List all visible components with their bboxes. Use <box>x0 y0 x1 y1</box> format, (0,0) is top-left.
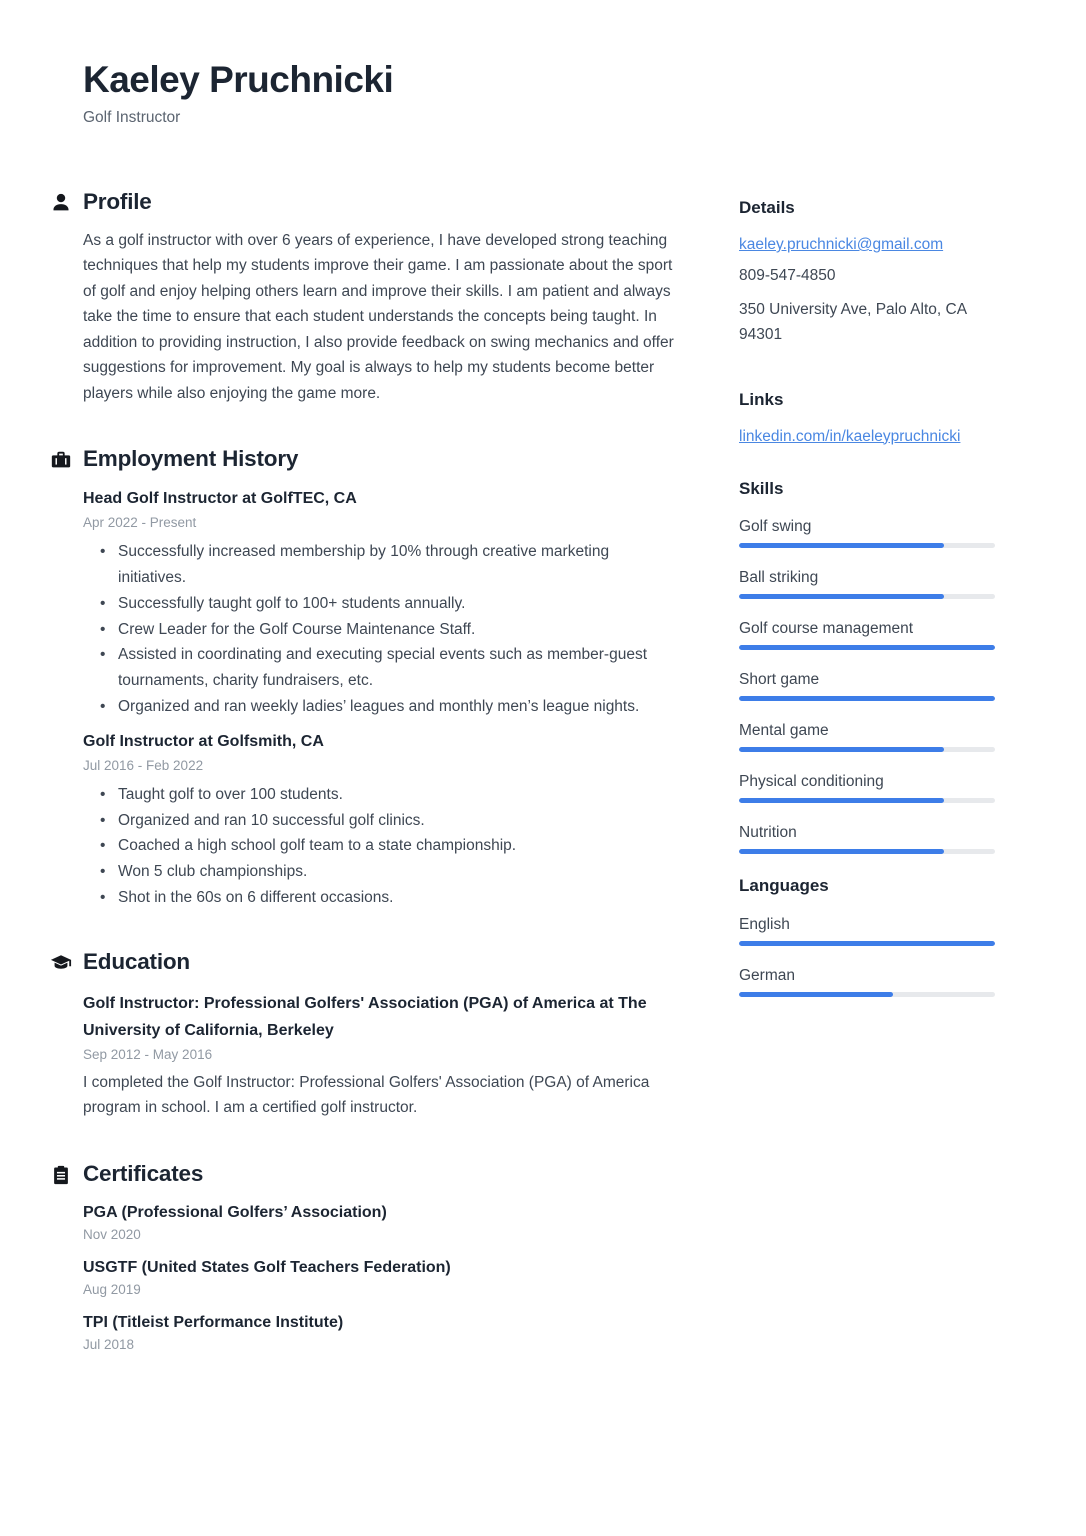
skill-name: Golf course management <box>739 619 914 637</box>
briefcase-icon <box>50 449 72 471</box>
certificate-dates: Nov 2020 <box>83 1226 141 1242</box>
skill-name: Golf swing <box>739 517 812 535</box>
bullet-item: • Taught golf to over 100 students. <box>83 782 676 808</box>
skill-item <box>739 667 995 701</box>
clipboard-icon <box>50 1164 72 1186</box>
skill-bar-fill <box>739 645 995 650</box>
skill-item <box>739 514 995 548</box>
bullet-item: • Organized and ran weekly ladies’ leagues and monthly men’s league nights. <box>83 694 676 720</box>
skill-bar <box>739 849 995 854</box>
certificate-title: USGTF (United States Golf Teachers Federation) <box>83 1258 451 1276</box>
certificate-dates: Jul 2018 <box>83 1336 135 1352</box>
candidate-job-title: Golf Instructor <box>83 108 181 126</box>
job-bullet-list <box>83 539 676 720</box>
education-dates: Sep 2012 - May 2016 <box>83 1046 213 1062</box>
skill-item <box>739 718 995 752</box>
skill-bar <box>739 645 995 650</box>
skill-bar <box>739 798 995 803</box>
language-bar-fill <box>739 992 893 997</box>
skill-item <box>739 769 995 803</box>
language-item <box>739 912 995 946</box>
bullet-item: • Organized and ran 10 successful golf clinics. <box>83 808 676 834</box>
bullet-item: • Won 5 club championships. <box>83 859 676 885</box>
details-heading: Details <box>739 198 795 217</box>
bullet-item: • Successfully increased membership by 10% through creative marketing initiatives. <box>83 539 676 591</box>
certificate-dates: Aug 2019 <box>83 1281 141 1297</box>
links-group <box>739 390 995 449</box>
skill-bar <box>739 696 995 701</box>
sidebar <box>739 58 995 1014</box>
skill-item <box>739 820 995 854</box>
person-icon <box>50 192 72 214</box>
skill-item <box>739 565 995 599</box>
job-entry <box>83 486 676 720</box>
skill-bar-fill <box>739 696 995 701</box>
certificate-entry <box>83 1255 676 1297</box>
language-bar <box>739 992 995 997</box>
job-entry <box>83 729 676 911</box>
bullet-item: • Successfully taught golf to 100+ students annually. <box>83 591 676 617</box>
degree-title: Golf Instructor: Professional Golfers' Association (PGA) of America at The University of California, Berkeley <box>83 994 647 1039</box>
linkedin-link[interactable]: linkedin.com/in/kaeleypruchnicki <box>739 427 961 445</box>
certificates-section <box>83 1161 676 1352</box>
links-heading: Links <box>739 389 784 409</box>
certificate-title: PGA (Professional Golfers’ Association) <box>83 1203 387 1221</box>
skill-name: Short game <box>739 670 820 688</box>
main-column <box>83 58 676 1352</box>
job-dates: Apr 2022 - Present <box>83 515 197 531</box>
employment-section <box>83 446 676 911</box>
language-name: English <box>739 915 790 933</box>
language-bar-fill <box>739 941 995 946</box>
email-link[interactable]: kaeley.pruchnicki@gmail.com <box>739 236 944 253</box>
languages-group <box>739 876 995 997</box>
bullet-item: • Coached a high school golf team to a state championship. <box>83 833 676 859</box>
certificate-entry <box>83 1310 676 1352</box>
skill-bar-fill <box>739 798 944 803</box>
education-description: I completed the Golf Instructor: Professional Golfers' Association (PGA) of America program in school. I am a certified golf instructor. <box>83 1073 650 1117</box>
employment-heading: Employment History <box>83 446 676 472</box>
bullet-item: • Shot in the 60s on 6 different occasions. <box>83 885 676 911</box>
languages-heading: Languages <box>739 875 829 895</box>
graduation-cap-icon <box>50 952 72 974</box>
skill-bar-fill <box>739 849 944 854</box>
bullet-item: • Crew Leader for the Golf Course Maintenance Staff. <box>83 617 676 643</box>
profile-section <box>83 189 676 407</box>
education-heading: Education <box>83 949 676 975</box>
education-entry <box>83 990 676 1121</box>
skill-name: Nutrition <box>739 823 797 841</box>
education-section <box>83 949 676 1121</box>
skill-bar-fill <box>739 747 944 752</box>
language-bar <box>739 941 995 946</box>
phone-number: 809-547-4850 <box>739 267 836 284</box>
skill-item <box>739 616 995 650</box>
skill-name: Mental game <box>739 721 829 739</box>
skill-bar-fill <box>739 543 944 548</box>
skill-bar <box>739 543 995 548</box>
skills-heading: Skills <box>739 478 784 498</box>
language-item <box>739 963 995 997</box>
certificate-entry <box>83 1200 676 1242</box>
address: 350 University Ave, Palo Alto, CA 94301 <box>739 300 967 343</box>
job-title: Head Golf Instructor at GolfTEC, CA <box>83 490 357 508</box>
candidate-name: Kaeley Pruchnicki <box>83 59 394 100</box>
bullet-item: • Assisted in coordinating and executing special events such as member-guest tournaments, charity fundraisers, etc. <box>83 642 676 694</box>
profile-heading: Profile <box>83 189 676 215</box>
job-title: Golf Instructor at Golfsmith, CA <box>83 732 324 750</box>
skill-bar <box>739 594 995 599</box>
skill-bar <box>739 747 995 752</box>
certificate-title: TPI (Titleist Performance Institute) <box>83 1313 344 1331</box>
job-bullet-list <box>83 782 676 911</box>
skill-name: Physical conditioning <box>739 772 884 790</box>
job-dates: Jul 2016 - Feb 2022 <box>83 757 204 773</box>
language-name: German <box>739 966 795 984</box>
skills-group <box>739 479 995 854</box>
details-group <box>739 198 995 348</box>
skill-name: Ball striking <box>739 568 819 586</box>
certificates-heading: Certificates <box>83 1161 676 1187</box>
skill-bar-fill <box>739 594 944 599</box>
profile-text: As a golf instructor with over 6 years of experience, I have developed strong teaching techniques that help my students improve their game. I am passionate about the sport of golf and enjoy helping others learn and improve their skills. I am patient and always take the time to ensure that each student understands the concepts being taught. In addition to providing instruction, I also provide feedback on swing mechanics and offer suggestions for improvement. My goal is always to help my students become better players while also enjoying the game more. <box>83 231 674 402</box>
